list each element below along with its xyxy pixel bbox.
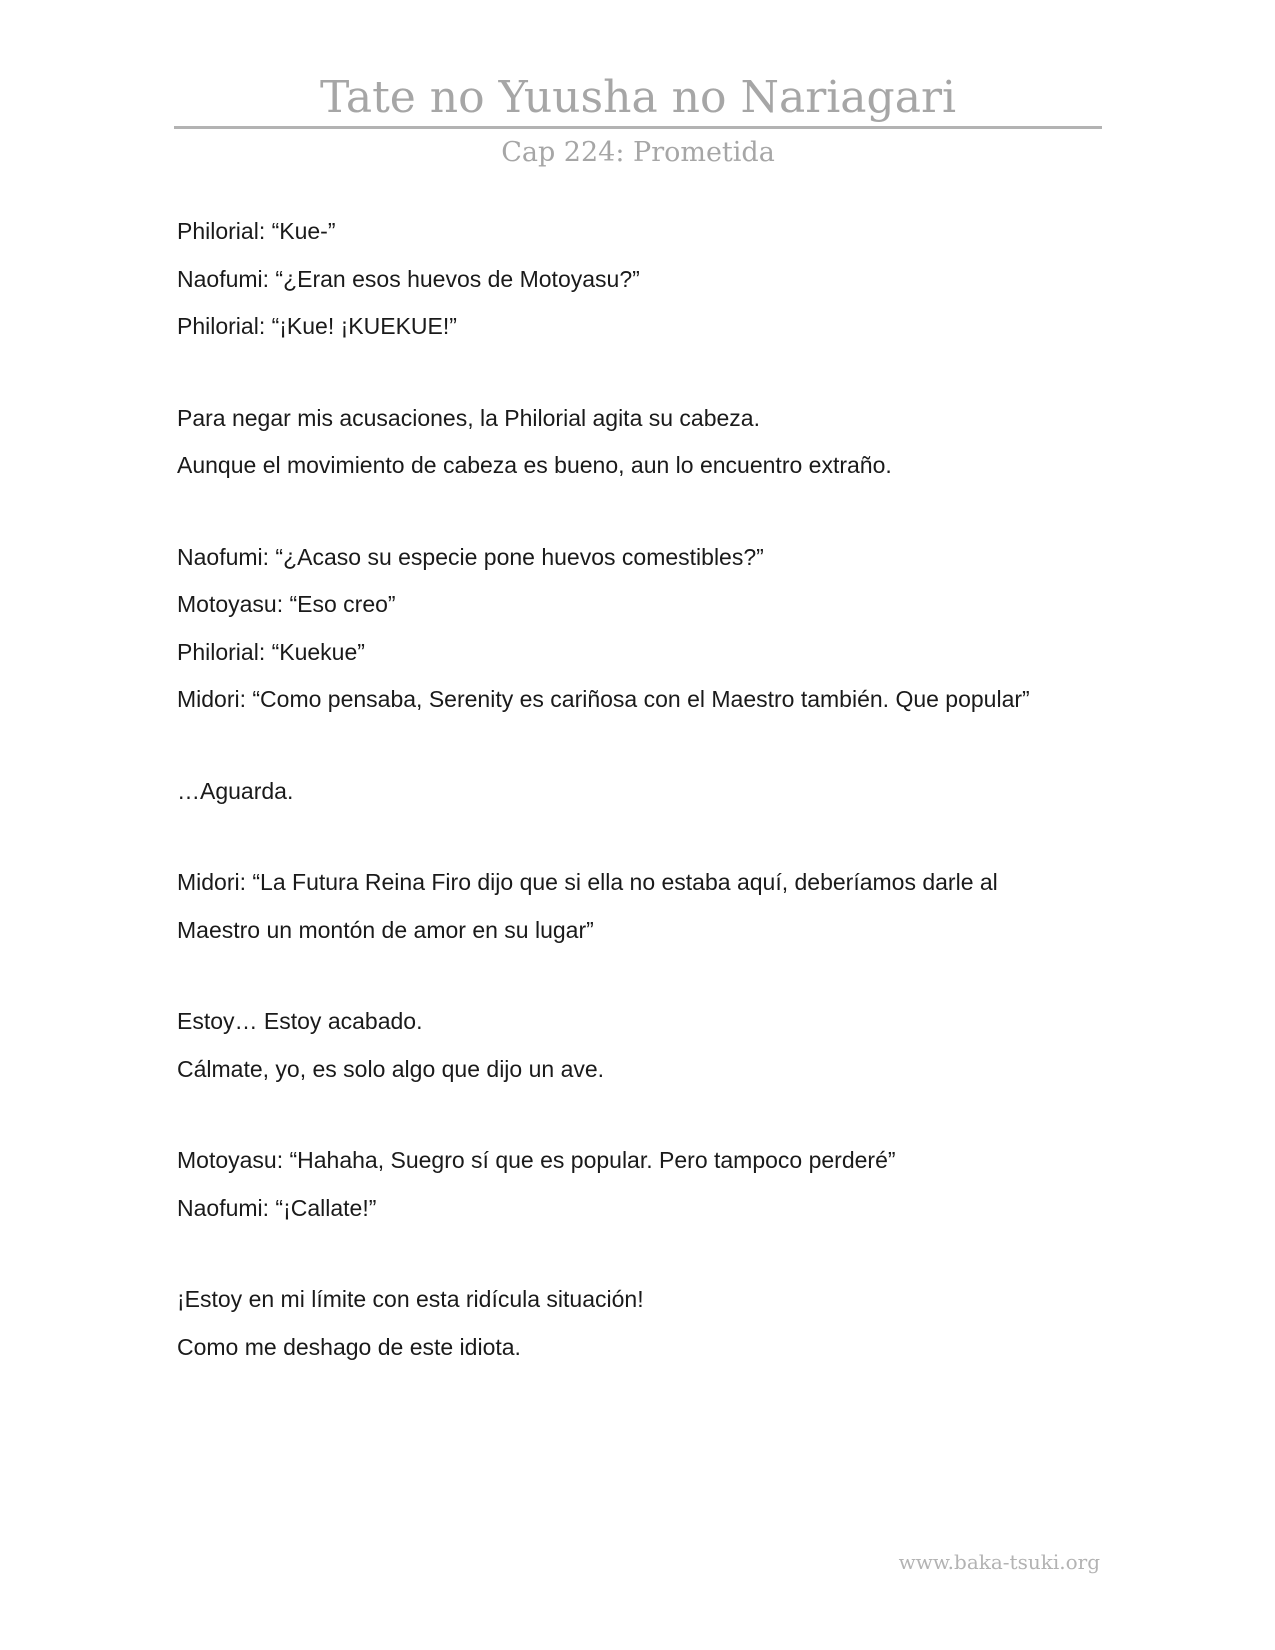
text-line: Estoy… Estoy acabado.: [177, 1008, 423, 1034]
text-line: …Aguarda.: [177, 777, 294, 804]
paragraph-gap: [177, 1093, 1087, 1137]
footer-url: www.baka-tsuki.org: [898, 1550, 1100, 1574]
paragraph-gap: [177, 490, 1087, 534]
text-line: Aunque el movimiento de cabeza es bueno, aun lo encuentro extraño.: [177, 452, 892, 478]
text-line: ¡Estoy en mi límite con esta ridícula situación!: [177, 1286, 644, 1312]
paragraph-gap: [177, 351, 1087, 395]
text-line: Midori: “La Futura Reina Firo dijo que si ella no estaba aquí, deberíamos darle al Maestro un montón de amor en su lugar”: [177, 869, 998, 943]
document-title: Tate no Yuusha no Nariagari: [319, 72, 957, 123]
text-line: Philorial: “¡Kue! ¡KUEKUE!”: [177, 313, 457, 339]
text-line: Philorial: “Kue-”: [177, 218, 336, 244]
document-body: [177, 208, 1087, 1371]
text-line: Naofumi: “¡Callate!”: [177, 1194, 377, 1221]
paragraph-gap: [177, 1232, 1087, 1276]
text-line: Naofumi: “¿Eran esos huevos de Motoyasu?”: [177, 265, 640, 292]
title-divider: [174, 126, 1102, 129]
text-line: Como me deshago de este idiota.: [177, 1333, 521, 1360]
text-line: Motoyasu: “Eso creo”: [177, 591, 396, 617]
paragraph-gap: [177, 815, 1087, 859]
page-header: [174, 72, 1102, 171]
chapter-subtitle: Cap 224: Prometida: [501, 137, 775, 168]
text-line: Motoyasu: “Hahaha, Suegro sí que es popular. Pero tampoco perderé”: [177, 1147, 896, 1173]
paragraph-gap: [177, 724, 1087, 768]
text-line: Philorial: “Kuekue”: [177, 638, 365, 665]
text-line: Para negar mis acusaciones, la Philorial agita su cabeza.: [177, 404, 760, 431]
text-line: Cálmate, yo, es solo algo que dijo un ave.: [177, 1055, 605, 1082]
text-line: Naofumi: “¿Acaso su especie pone huevos comestibles?”: [177, 543, 764, 570]
paragraph-gap: [177, 954, 1087, 998]
text-line: Midori: “Como pensaba, Serenity es cariñosa con el Maestro también. Que popular”: [177, 686, 1030, 712]
